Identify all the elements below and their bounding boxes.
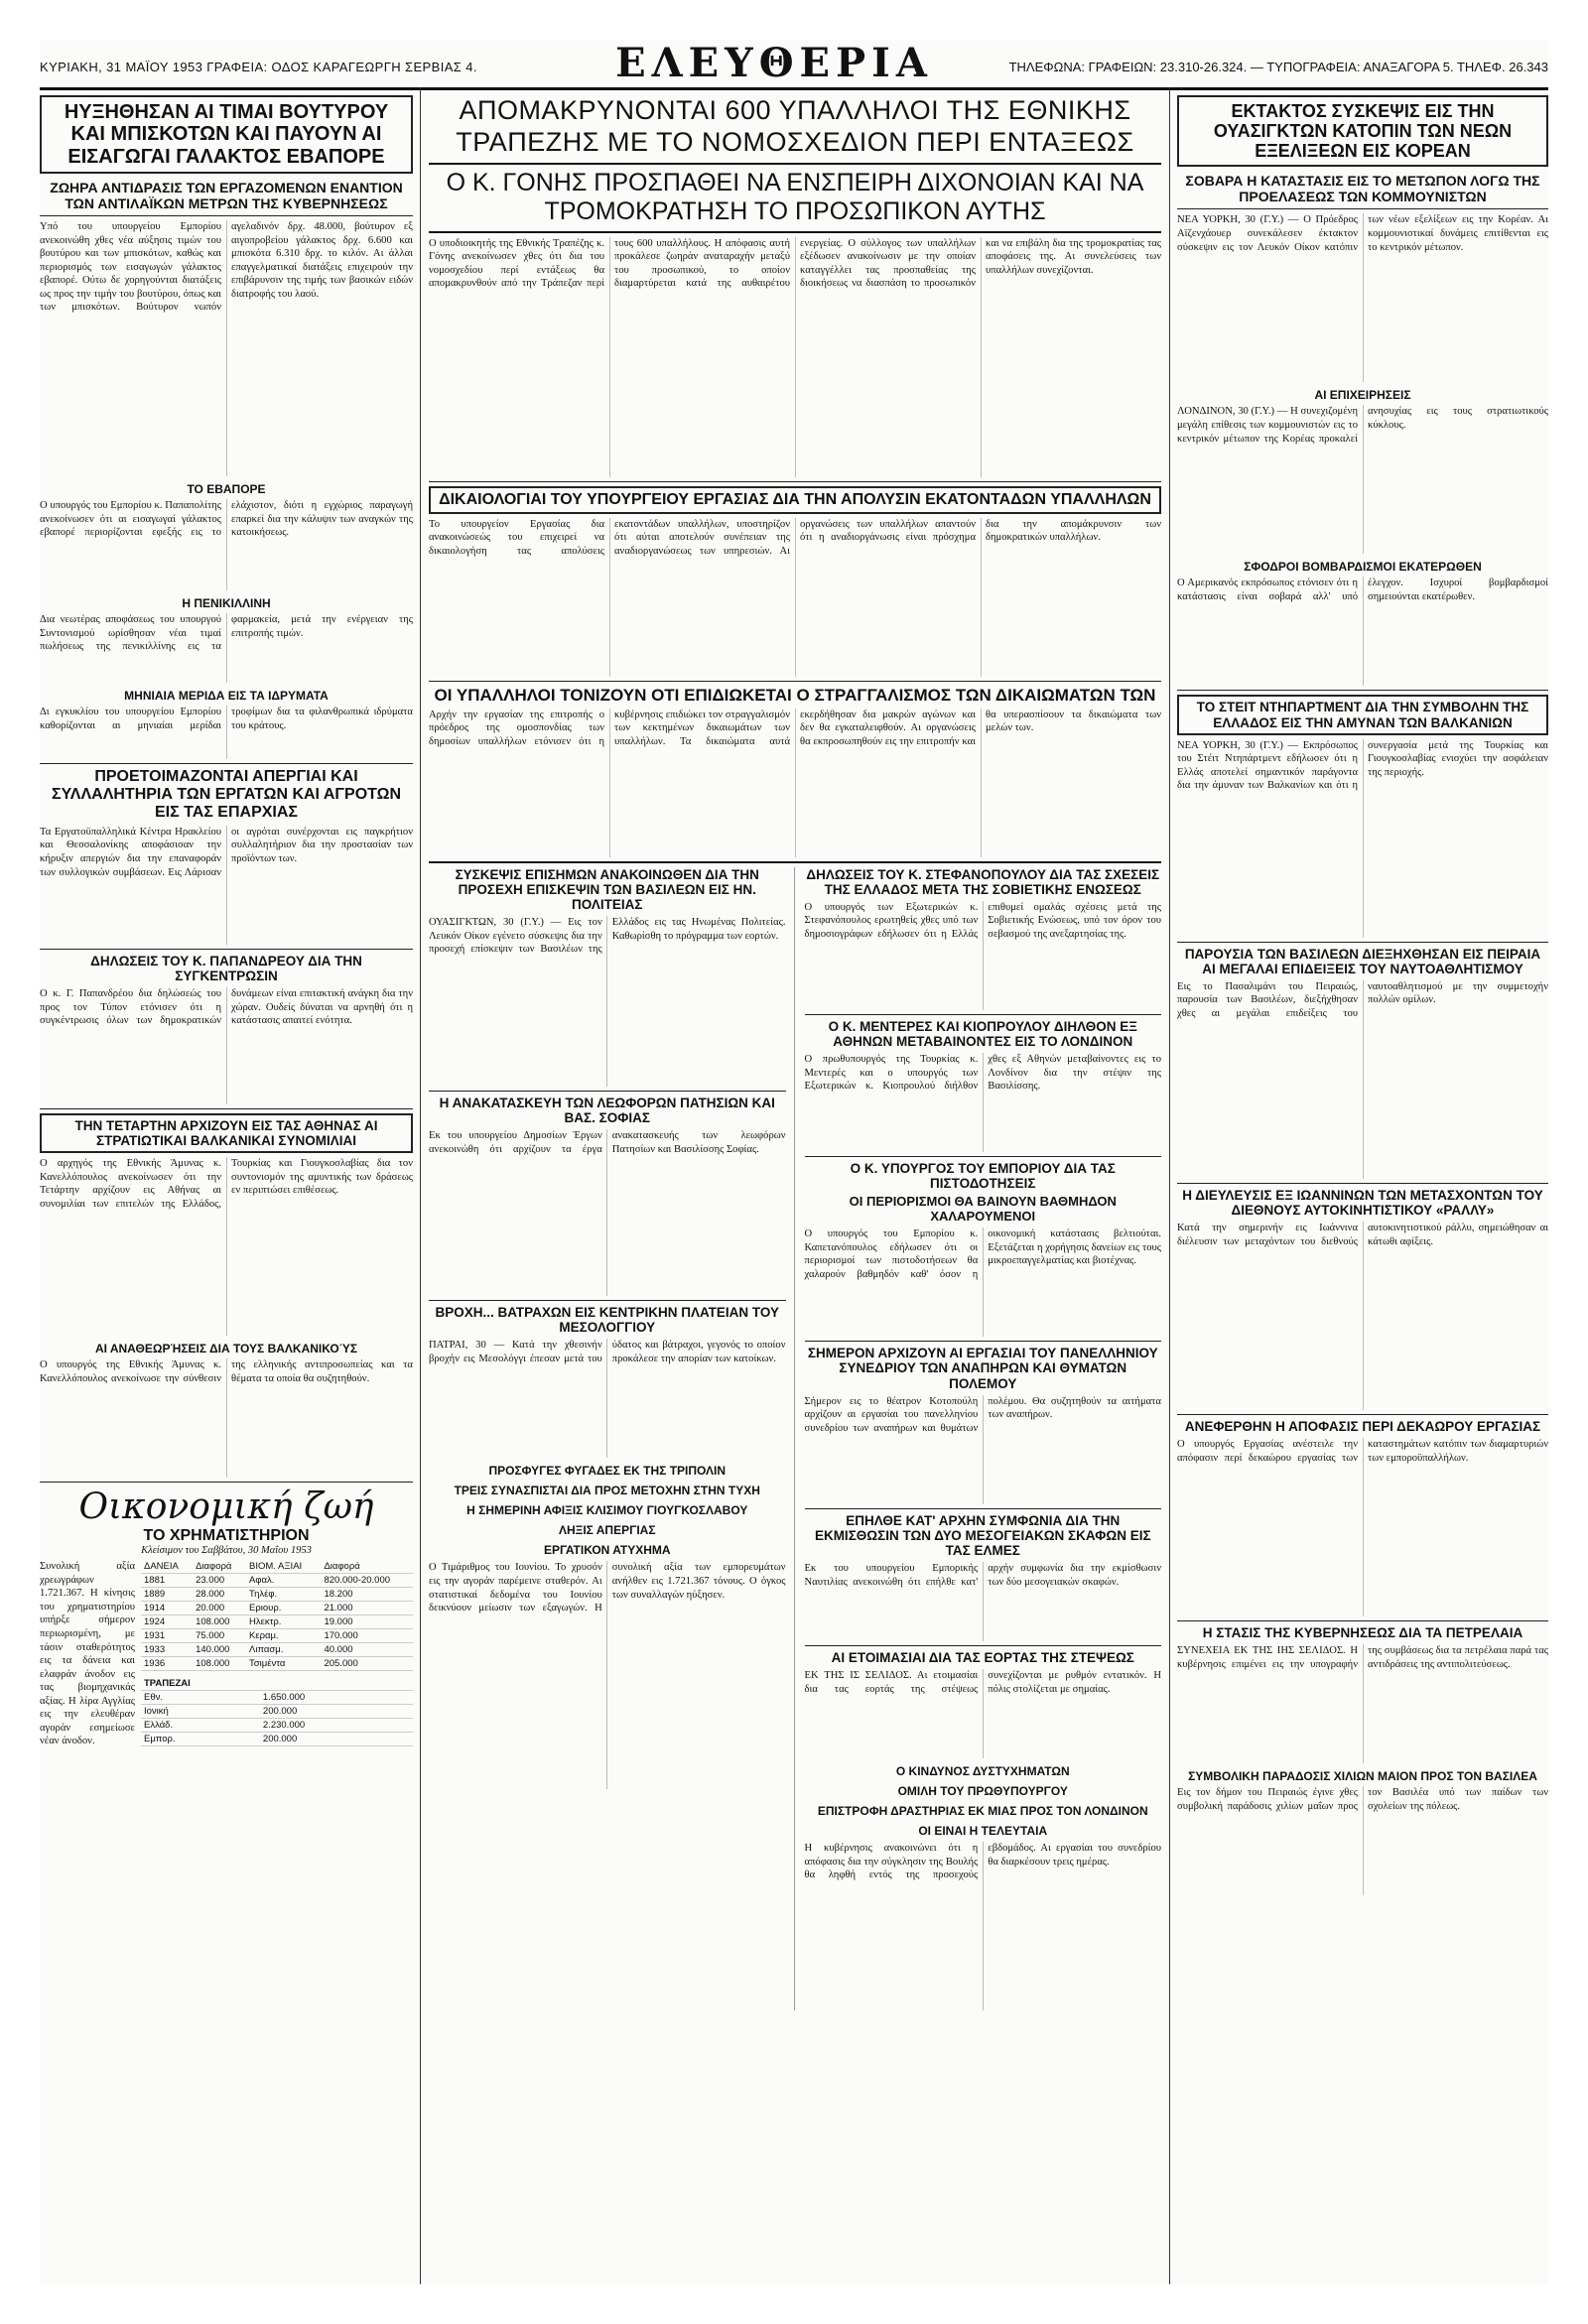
table-cell: 2.230.000: [260, 1719, 413, 1733]
table-row: [141, 1615, 413, 1629]
article-body: Υπό του υπουργείου Εμπορίου ανεκοινώθη χθες νέα αύξησις τιμών του βουτύρου και των μπισκότων, καθώς και περιορισμός των εισαγωγών γάλακτος εβαπορέ. Ούτω δε χορηγούνται διατάξεις ως προς την τιμήν του βουτύρου, όπως και των μπισκότων. Βούτυρον νωπόν αγελαδινόν δρχ. 48.000, βούτυρον εξ αιγοπροβείου γάλακτος δρχ. 6.600 και μπισκότα 6.310 δρχ. το κιλόν. Αι άλλαι επαγγελματικαί διατάξεις επιχειρούν την επιβάρυνσιν της τιμής των βασικών ειδών διατροφής του λαού.: [40, 221, 413, 314]
headline-vessels: ΕΠΗΛΘΕ ΚΑΤ' ΑΡΧΗΝ ΣΥΜΦΩΝΙΑ ΔΙΑ ΤΗΝ ΕΚΜΙΣΘΩΣΙΝ ΤΩΝ ΔΥΟ ΜΕΣΟΓΕΙΑΚΩΝ ΣΚΑΦΩΝ ΕΙΣ ΤΑΣ ΕΛΜΕΣ: [814, 1512, 1151, 1558]
column-rule: [420, 87, 421, 2284]
newspaper-title: ΕΛΕΥΘΕΡΙΑ: [615, 40, 933, 86]
section-heading: ΣΦΟΔΡΟΙ ΒΟΜΒΑΡΔΙΣΜΟΙ ΕΚΑΤΕΡΩΘΕΝ: [1244, 560, 1482, 575]
section-body: Ο υπουργός του Εμπορίου κ. Παπαπολίτης ανεκοίνωσεν ότι αι εισαγωγαί γάλακτος εβαπορέ περιορίζονται εφεξής εις το ελάχιστον, διότι η εγχώριος παραγωγή επαρκεί δια την κάλυψιν των αναγκών της κατοικήσεως.: [40, 500, 413, 539]
center-left-subcolumn: [429, 867, 795, 2010]
subhead-front: ΣΟΒΑΡΑ Η ΚΑΤΑΣΤΑΣΙΣ ΕΙΣ ΤΟ ΜΕΤΩΠΟΝ ΛΟΓΩ ΤΗΣ ΠΡΟΕΛΑΣΕΩΣ ΤΩΝ ΚΟΜΜΟΥΝΙΣΤΩΝ: [1185, 173, 1540, 205]
section-body: ΛΟΝΔΙΝΟΝ, 30 (Γ.Υ.) — Η συνεχιζομένη μεγάλη επίθεσις των κομμουνιστών εις το κεντρικόν μέτωπον της Κορέας προκαλεί ανησυχίας εις τους στρατιωτικούς κύκλους.: [1177, 406, 1548, 445]
article-body: Τα Εργατοϋπαλληλικά Κέντρα Ηρακλείου και Θεσσαλονίκης αποφάσισαν την κήρυξιν απεργιών δια την επαναφοράν των συλλογικών συμβάσεων. Εις Λάρισαν οι αγρόται συνέρχονται εις παγκρήτιον συλλαλητήριον δια την προστασίαν των προϊόντων των.: [40, 826, 413, 878]
masthead: [40, 40, 1548, 90]
headline-labor-ministry: ΔΙΚΑΙΟΛΟΓΙΑΙ ΤΟΥ ΥΠΟΥΡΓΕΙΟΥ ΕΡΓΑΣΙΑΣ ΔΙΑ ΤΗΝ ΑΠΟΛΥΣΙΝ ΕΚΑΤΟΝΤΑΔΩΝ ΥΠΑΛΛΗΛΩΝ: [429, 486, 1161, 514]
table-cell: 1933: [141, 1643, 193, 1657]
section-body: Εις τον δήμον του Πειραιώς έγινε χθες συμβολική παράδοσις χιλίων μαΐων προς τον Βασιλέα υπό των παίδων των σχολείων της πόλεως.: [1177, 1787, 1548, 1812]
stock-exchange-subtitle: Κλείσιμον του Σαββάτου, 30 Μαΐου 1953: [141, 1545, 312, 1557]
article-body: ΟΥΑΣΙΓΚΤΩΝ, 30 (Γ.Υ.) — Εις τον Λευκόν Οίκον εγένετο σύσκεψις δια την προσεχή επίσκεψιν των Βασιλέων της Ελλάδος εις τας Ηνωμένας Πολιτείας. Καθωρίσθη το πρόγραμμα των εορτών.: [429, 916, 786, 956]
table-cell: Ελλάδ.: [141, 1719, 260, 1733]
article-body: Ο υπουργός του Εμπορίου κ. Καπετανόπουλος εδήλωσεν ότι οι περιορισμοί των πιστοδοτήσεων θα χαλαρούν βαθμηδόν καθ' όσον η οικονομική κατάστασις βελτιούται. Εξετάζεται η χορήγησις δανείων εις τους μικροεπαγγελματίας και βιοτέχνας.: [804, 1228, 1161, 1280]
section-heading: Η ΠΕΝΙΚΙΛΛΙΝΗ: [182, 596, 271, 611]
article-body: Ο Τιμάριθμος του Ιουνίου. Το χρυσόν εις την αγοράν παρέμεινε σταθερόν. Αι στατιστικαί δεδομένα του Ιουνίου δεικνύουν μείωσιν των εξαγωγών. Η συνολική αξία των εμπορευμάτων ανήλθεν εις 1.721.367 τόνους. Ο όγκος των συναλλαγών ηύξησεν.: [429, 1562, 786, 1614]
table-header: Διαφορά: [321, 1560, 413, 1574]
table-row: [141, 1602, 413, 1615]
table-cell: 200.000: [260, 1733, 413, 1746]
headline-oil: Η ΣΤΑΣΙΣ ΤΗΣ ΚΥΒΕΡΝΗΣΕΩΣ ΔΙΑ ΤΑ ΠΕΤΡΕΛΑΙΑ: [1202, 1625, 1523, 1641]
table-header: ΒΙΟΜ. ΑΞΙΑΙ: [246, 1560, 321, 1574]
headline-papandreou: ΔΗΛΩΣΕΙΣ ΤΟΥ Κ. ΠΑΠΑΝΔΡΕΟΥ ΔΙΑ ΤΗΝ ΣΥΓΚΕΝΤΡΩΣΙΝ: [90, 953, 362, 983]
section-heading: ΤΡΕΙΣ ΣΥΝΑΣΠΙΣΤΑΙ ΔΙΑ ΠΡΟΣ ΜΕΤΟΧΗΝ ΣΤΗΝ ΤΥΧΗ: [454, 1484, 760, 1498]
stock-exchange-title: ΤΟ ΧΡΗΜΑΤΙΣΤΗΡΙΟΝ: [143, 1527, 310, 1545]
column-1: [40, 95, 413, 2284]
finance-title: Οικονομική ζωή: [78, 1486, 374, 1528]
table-cell: 21.000: [321, 1602, 413, 1615]
table-cell: 140.000: [193, 1643, 246, 1657]
headline-korea-meeting: ΕΚΤΑΚΤΟΣ ΣΥΣΚΕΨΙΣ ΕΙΣ ΤΗΝ ΟΥΑΣΙΓΚΤΩΝ ΚΑΤΟΠΙΝ ΤΩΝ ΝΕΩΝ ΕΞΕΛΙΞΕΩΝ ΕΙΣ ΚΟΡΕΑΝ: [1177, 95, 1548, 167]
subhead-restrictions: ΟΙ ΠΕΡΙΟΡΙΣΜΟΙ ΘΑ ΒΑΙΝΟΥΝ ΒΑΘΜΗΔΟΝ ΧΑΛΑΡΟΥΜΕΝΟΙ: [849, 1194, 1117, 1225]
table-cell: 1936: [141, 1657, 193, 1671]
section-heading: ΕΡΓΑΤΙΚΟΝ ΑΤΥΧΗΜΑ: [543, 1543, 671, 1558]
headline-employees: ΟΙ ΥΠΑΛΛΗΛΟΙ ΤΟΝΙΖΟΥΝ ΟΤΙ ΕΠΙΔΙΩΚΕΤΑΙ Ο ΣΤΡΑΓΓΑΛΙΣΜΟΣ ΤΩΝ ΔΙΚΑΙΩΜΑΤΩΝ ΤΩΝ: [434, 685, 1156, 705]
table-cell: 75.000: [193, 1629, 246, 1643]
article-body: Εις το Πασαλιμάνι του Πειραιώς, παρουσία των Βασιλέων, διεξήχθησαν χθες αι μεγάλαι επιδείξεις του ναυτοαθλητισμού με την συμμετοχήν πολλών ομίλων.: [1177, 980, 1548, 1019]
headline-coronation: ΑΙ ΕΤΟΙΜΑΣΙΑΙ ΔΙΑ ΤΑΣ ΕΟΡΤΑΣ ΤΗΣ ΣΤΕΨΕΩΣ: [831, 1649, 1134, 1665]
table-header-row: [141, 1677, 413, 1691]
column-rule: [1169, 87, 1170, 2284]
section-body: Ο υπουργός της Εθνικής Άμυνας κ. Κανελλόπουλος ανεκοίνωσε την σύνθεσιν της ελληνικής αντιπροσωπείας και τα θέματα τα οποία θα συζητηθούν.: [40, 1359, 413, 1384]
section-heading: ΑΙ ΑΝΑΘΕΩΡΉΣΕΙΣ ΔΙΑ ΤΟΥΣ ΒΑΛΚΑΝΙΚΟΎΣ: [94, 1342, 358, 1356]
section-heading: ΟΙ ΕΙΝΑΙ Η ΤΕΛΕΥΤΑΙΑ: [918, 1824, 1048, 1839]
subhead-reactions: ΖΩΗΡΑ ΑΝΤΙΔΡΑΣΙΣ ΤΩΝ ΕΡΓΑΖΟΜΕΝΩΝ ΕΝΑΝΤΙΟΝ ΤΩΝ ΑΝΤΙΛΑΪΚΩΝ ΜΕΤΡΩΝ ΤΗΣ ΚΥΒΕΡΝΗΣΕΩΣ: [50, 180, 403, 212]
masthead-date-address: ΚΥΡΙΑΚΗ, 31 ΜΑΪΟΥ 1953 ΓΡΑΦΕΙΑ: ΟΔΟΣ ΚΑΡΑΓΕΩΡΓΗ ΣΕΡΒΙΑΣ 4.: [40, 60, 477, 74]
headline-ten-hour-work: ΑΝΕΦΕΡΘΗΝ Η ΑΠΟΦΑΣΙΣ ΠΕΡΙ ΔΕΚΑΩΡΟΥ ΕΡΓΑΣΙΑΣ: [1184, 1419, 1541, 1435]
main-headline: ΑΠΟΜΑΚΡΥΝΟΝΤΑΙ 600 ΥΠΑΛΛΗΛΟΙ ΤΗΣ ΕΘΝΙΚΗΣ ΤΡΑΠΕΖΗΣ ΜΕ ΤΟ ΝΟΜΟΣΧΕΔΙΟΝ ΠΕΡΙ ΕΝΤΑΞΕΩΣ: [456, 95, 1134, 157]
stock-table: [141, 1560, 413, 1671]
headline-royal-visit: ΣΥΣΚΕΨΙΣ ΕΠΙΣΗΜΩΝ ΑΝΑΚΟΙΝΩΘΕΝ ΔΙΑ ΤΗΝ ΠΡΟΣΕΧΗ ΕΠΙΣΚΕΨΙΝ ΤΩΝ ΒΑΣΙΛΕΩΝ ΕΙΣ ΗΝ. ΠΟΛΙΤΕΙΑΣ: [455, 866, 759, 912]
table-cell: 1931: [141, 1629, 193, 1643]
article-body: Εκ του υπουργείου Εμπορικής Ναυτιλίας ανεκοινώθη ότι επήλθε κατ' αρχήν συμφωνία δια την εκμίσθωσιν των δύο μεσογειακών σκαφών.: [804, 1562, 1161, 1588]
table-row: [141, 1719, 413, 1733]
section-body: Δι εγκυκλίου του υπουργείου Εμπορίου καθορίζονται αι μηνιαίαι μερίδαι τροφίμων δια τα φιλανθρωπικά ιδρύματα του κράτους.: [40, 707, 413, 731]
table-cell: 1.650.000: [260, 1691, 413, 1705]
article-body: Εκ του υπουργείου Δημοσίων Έργων ανεκοινώθη ότι αρχίζουν τα έργα ανακατασκευής των λεωφόρων Πατησίων και Βασιλίσσης Σοφίας.: [429, 1130, 786, 1155]
section-heading: ΜΗΝΙΑΙΑ ΜΕΡΙΔΑ ΕΙΣ ΤΑ ΙΔΡΥΜΑΤΑ: [124, 689, 329, 704]
table-cell: Λιπασμ.: [246, 1643, 321, 1657]
table-header: Διαφορά: [193, 1560, 246, 1574]
headline-avenues: Η ΑΝΑΚΑΤΑΣΚΕΥΗ ΤΩΝ ΛΕΩΦΟΡΩΝ ΠΑΤΗΣΙΩΝ ΚΑΙ ΒΑΣ. ΣΟΦΙΑΣ: [439, 1095, 775, 1126]
table-cell: 1889: [141, 1588, 193, 1602]
headline-disabled-congress: ΣΗΜΕΡΟΝ ΑΡΧΙΖΟΥΝ ΑΙ ΕΡΓΑΣΙΑΙ ΤΟΥ ΠΑΝΕΛΛΗΝΙΟΥ ΣΥΝΕΔΡΙΟΥ ΤΩΝ ΑΝΑΠΗΡΩΝ ΚΑΙ ΘΥΜΑΤΩΝ ΠΟΛΕΜΟΥ: [807, 1346, 1158, 1391]
article-body: Η κυβέρνησις ανακοινώνει ότι η απόφασις δια την σύγκλησιν της Βουλής θα ληφθή εντός της προσεχούς εβδομάδος. Αι εργασίαι του συνεδρίου θα διαρκέσουν τρεις ημέρας.: [804, 1843, 1161, 1881]
section-heading: ΟΜΙΛΗ ΤΟΥ ΠΡΩΘΥΠΟΥΡΓΟΥ: [897, 1784, 1068, 1799]
table-cell: Εμπορ.: [141, 1733, 260, 1746]
table-cell: 28.000: [193, 1588, 246, 1602]
headline-strikes: ΠΡΟΕΤΟΙΜΑΖΟΝΤΑΙ ΑΠΕΡΓΙΑΙ ΚΑΙ ΣΥΛΛΑΛΗΤΗΡΙΑ ΤΩΝ ΕΡΓΑΤΩΝ ΚΑΙ ΑΓΡΟΤΩΝ ΕΙΣ ΤΑΣ ΕΠΑΡΧΙΑΣ: [51, 768, 402, 821]
table-row: [141, 1705, 413, 1719]
headline-stefanopoulos: ΔΗΛΩΣΕΙΣ ΤΟΥ Κ. ΣΤΕΦΑΝΟΠΟΥΛΟΥ ΔΙΑ ΤΑΣ ΣΧΕΣΕΙΣ ΤΗΣ ΕΛΛΑΔΟΣ ΜΕΤΑ ΤΗΣ ΣΟΒΙΕΤΙΚΗΣ ΕΝΩΣΕΩΣ: [806, 866, 1160, 897]
headline-frog-rain: ΒΡΟΧΗ... ΒΑΤΡΑΧΩΝ ΕΙΣ ΚΕΝΤΡΙΚΗΝ ΠΛΑΤΕΙΑΝ ΤΟΥ ΜΕΣΟΛΟΓΓΙΟΥ: [435, 1305, 780, 1336]
table-cell: 19.000: [321, 1615, 413, 1629]
article-body: Ο αρχηγός της Εθνικής Άμυνας κ. Κανελλόπουλος ανεκοίνωσεν ότι την Τετάρτην αρχίζουν εις Αθήνας αι συνομιλίαι των επιτελών της Ελλάδος, Τουρκίας και Γιουγκοσλαβίας δια τον συντονισμόν της αμυντικής των δράσεως εν περιπτώσει επιθέσεως.: [40, 1158, 413, 1210]
article-body: Ο υπουργός των Εξωτερικών κ. Στεφανόπουλος ερωτηθείς χθες υπό των δημοσιογράφων εδήλωσεν ότι η Ελλάς επιθυμεί ομαλάς σχέσεις μετά της Σοβιετικής Ενώσεως, υπό τον όρον του σεβασμού της ανεξαρτησίας της.: [804, 901, 1161, 940]
table-header-row: [141, 1560, 413, 1574]
table-cell: 18.200: [321, 1588, 413, 1602]
table-cell: 200.000: [260, 1705, 413, 1719]
finance-body: Συνολική αξία χρεωγράφων 1.721.367. Η κίνησις του χρηματιστηρίου υπήρξε σήμερον περιωρισμένη, με τάσιν σταθερότητος εις τα δάνεια και ελαφράν άνοδον εις τας βιομηχανικάς αξίας. Η λίρα Αγγλίας εις την ελευθέραν αγοράν εσημείωσε νέαν άνοδον.: [40, 1561, 135, 1747]
headline-butter-prices: ΗΥΞΗΘΗΣΑΝ ΑΙ ΤΙΜΑΙ ΒΟΥΤΥΡΟΥ ΚΑΙ ΜΠΙΣΚΟΤΩΝ ΚΑΙ ΠΑΥΟΥΝ ΑΙ ΕΙΣΑΓΩΓΑΙ ΓΑΛΑΚΤΟΣ ΕΒΑΠΟΡΕ: [40, 95, 413, 174]
section-heading: ΛΗΞΙΣ ΑΠΕΡΓΙΑΣ: [558, 1523, 656, 1538]
headline-state-department: ΤΟ ΣΤΕΙΤ ΝΤΗΠΑΡΤΜΕΝΤ ΔΙΑ ΤΗΝ ΣΥΜΒΟΛΗΝ ΤΗΣ ΕΛΛΑΔΟΣ ΕΙΣ ΤΗΝ ΑΜΥΝΑΝ ΤΩΝ ΒΑΛΚΑΝΙΩΝ: [1177, 695, 1548, 734]
section-heading: Ο ΚΙΝΔΥΝΟΣ ΔΥΣΤΥΧΗΜΑΤΩΝ: [895, 1764, 1070, 1779]
table-cell: Εθν.: [141, 1691, 260, 1705]
table-cell: 23.000: [193, 1574, 246, 1588]
article-body: Ο κ. Γ. Παπανδρέου δια δηλώσεώς του προς τον Τύπον ετόνισεν ότι η συγκέντρωσις όλων των δημοκρατικών δυνάμεων είναι επιτακτική ανάγκη δια την χώραν. Ουδείς δύναται να αρνηθή ότι η κατάστασις απαιτεί ενότητα.: [40, 988, 413, 1027]
main-article-body: Ο υποδιοικητής της Εθνικής Τραπέζης κ. Γόνης ανεκοίνωσεν χθες ότι δια του νομοσχεδίου περί εντάξεως θα απομακρυνθούν από την Τράπεζαν περί τους 600 υπαλλήλους. Η απόφασις αυτή προκάλεσε ζωηράν αναταραχήν μεταξύ του προσωπικού, το οποίον διαμαρτύρεται κατά της αυθαιρέτου ενεργείας. Ο σύλλογος των υπαλλήλων εξέδωσεν ανακοίνωσιν με την οποίαν καταγγέλλει τας προσπαθείας της διοικήσεως να διασπάση το προσωπικόν και να επιβάλη δια της τρομοκρατίας τας αποφάσεις της. Αι συνελεύσεις των υπαλλήλων συνεχίζονται.: [429, 237, 1161, 290]
table-row: [141, 1691, 413, 1705]
section-body: Ο Αμερικανός εκπρόσωπος ετόνισεν ότι η κατάστασις είναι σοβαρά αλλ' υπό έλεγχον. Ισχυροί βομβαρδισμοί σημειούνται εκατέρωθεν.: [1177, 578, 1548, 603]
table-cell: 820.000-20.000: [321, 1574, 413, 1588]
table-cell: Αφαλ.: [246, 1574, 321, 1588]
newspaper-page: [40, 40, 1548, 2284]
headline-menderes: Ο Κ. ΜΕΝΤΕΡΕΣ ΚΑΙ ΚΙΟΠΡΟΥΛΟΥ ΔΙΗΛΘΟΝ ΕΞ ΑΘΗΝΩΝ ΜΕΤΑΒΑΙΝΟΝΤΕΣ ΕΙΣ ΤΟ ΛΟΝΔΙΝΟΝ: [828, 1018, 1137, 1049]
article-body: Αρχήν την εργασίαν της επιτροπής ο πρόεδρος της ομοσπονδίας των δημοσίων υπαλλήλων ετόνισεν ότι η κυβέρνησις επιδιώκει τον στραγγαλισμόν των κεκτημένων δικαιωμάτων των υπαλλήλων. Τα δικαιώματα αυτά εκερδήθησαν δια μακρών αγώνων και δεν θα εγκαταλειφθούν. Αι οργανώσεις θα εκπροσωπηθούν εις την επιτροπήν και θα υπερασπίσουν τα δικαιώματα των μελών των.: [429, 709, 1161, 747]
table-row: [141, 1733, 413, 1746]
column-4: [1177, 95, 1548, 2284]
headline-balkan-talks: ΤΗΝ ΤΕΤΑΡΤΗΝ ΑΡΧΙΖΟΥΝ ΕΙΣ ΤΑΣ ΑΘΗΝΑΣ ΑΙ ΣΤΡΑΤΙΩΤΙΚΑΙ ΒΑΛΚΑΝΙΚΑΙ ΣΥΝΟΜΙΛΙΑΙ: [40, 1113, 413, 1153]
table-cell: 1914: [141, 1602, 193, 1615]
headline-naval-sports: ΠΑΡΟΥΣΙΑ ΤΩΝ ΒΑΣΙΛΕΩΝ ΔΙΕΞΗΧΘΗΣΑΝ ΕΙΣ ΠΕΙΡΑΙΑ ΑΙ ΜΕΓΑΛΑΙ ΕΠΙΔΕΙΞΕΙΣ ΤΟΥ ΝΑΥΤΟΑΘΛΗΤΙΣΜΟΥ: [1184, 946, 1541, 976]
headline-rally: Η ΔΙΕΥΛΕΥΣΙΣ ΕΞ ΙΩΑΝΝΙΝΩΝ ΤΩΝ ΜΕΤΑΣΧΟΝΤΩΝ ΤΟΥ ΔΙΕΘΝΟΥΣ ΑΥΤΟΚΙΝΗΤΙΣΤΙΚΟΥ «ΡΑΛΛΥ»: [1182, 1187, 1543, 1219]
table-cell: 20.000: [193, 1602, 246, 1615]
headline-commerce-minister: Ο Κ. ΥΠΟΥΡΓΟΣ ΤΟΥ ΕΜΠΟΡΙΟΥ ΔΙΑ ΤΑΣ ΠΙΣΤΟΔΟΤΗΣΕΙΣ: [850, 1161, 1116, 1192]
section-heading: ΕΠΙΣΤΡΟΦΗ ΔΡΑΣΤΗΡΙΑΣ ΕΚ ΜΙΑΣ ΠΡΟΣ ΤΟΝ ΛΟΝΔΙΝΟΝ: [817, 1804, 1148, 1819]
table-cell: 1881: [141, 1574, 193, 1588]
section-heading: ΣΥΜΒΟΛΙΚΗ ΠΑΡΑΔΟΣΙΣ ΧΙΛΙΩΝ ΜΑΙΟΝ ΠΡΟΣ ΤΟΝ ΒΑΣΙΛΕΑ: [1188, 1769, 1537, 1784]
table-cell: 1924: [141, 1615, 193, 1629]
masthead-phones: ΤΗΛΕΦΩΝΑ: ΓΡΑΦΕΙΩΝ: 23.310-26.324. — ΤΥΠΟΓΡΑΦΕΙΑ: ΑΝΑΞΑΓΟΡΑ 5. ΤΗΛΕΦ. 26.343: [1008, 60, 1548, 74]
table-row: [141, 1588, 413, 1602]
table-cell: 40.000: [321, 1643, 413, 1657]
section-body: Δια νεωτέρας αποφάσεως του υπουργού Συντονισμού ωρίσθησαν νέαι τιμαί πωλήσεως της πενικιλλίνης εις τα φαρμακεία, μετά την ενέργειαν της επιτροπής τιμών.: [40, 614, 413, 653]
center-columns: [429, 95, 1161, 2284]
table-cell: Τσιμέντα: [246, 1657, 321, 1671]
table-cell: Τηλέφ.: [246, 1588, 321, 1602]
main-subheadline: Ο Κ. ΓΟΝΗΣ ΠΡΟΣΠΑΘΕΙ ΝΑ ΕΝΣΠΕΙΡΗ ΔΙΧΟΝΟΙΑΝ ΚΑΙ ΝΑ ΤΡΟΜΟΚΡΑΤΗΣΗ ΤΟ ΠΡΟΣΩΠΙΚΟΝ ΑΥΤΗΣ: [446, 168, 1144, 226]
table-row: [141, 1643, 413, 1657]
center-right-subcolumn: [805, 867, 1162, 2010]
section-heading: ΑΙ ΕΠΙΧΕΙΡΗΣΕΙΣ: [1314, 388, 1411, 403]
article-body: ΕΚ ΤΗΣ ΙΣ ΣΕΛΙΔΟΣ. Αι ετοιμασίαι δια τας εορτάς της στέψεως συνεχίζονται με ρυθμόν εντατικόν. Η πόλις στολίζεται με σημαίας.: [804, 1670, 1161, 1695]
table-row: [141, 1574, 413, 1588]
table-header: ΤΡΑΠΕΖΑΙ: [141, 1677, 413, 1691]
table-cell: 108.000: [193, 1615, 246, 1629]
table-cell: Ιονική: [141, 1705, 260, 1719]
table-cell: 108.000: [193, 1657, 246, 1671]
table-row: [141, 1629, 413, 1643]
table-cell: 205.000: [321, 1657, 413, 1671]
table-header: ΔΑΝΕΙΑ: [141, 1560, 193, 1574]
bank-table: [141, 1677, 413, 1746]
article-body: Κατά την σημερινήν εις Ιωάννινα διέλευσιν των μεταχόντων του διεθνούς αυτοκινητιστικού ράλλυ, σημειώθησαν αι κάτωθι αφίξεις.: [1177, 1223, 1548, 1247]
article-body: ΝΕΑ ΥΟΡΚΗ, 30 (Γ.Υ.) — Ο Πρόεδρος Αϊζενχάουερ συνεκάλεσεν έκτακτον σύσκεψιν εις τον Λευκόν Οίκον κατόπιν των νέων εξελίξεων εις την Κορέαν. Αι κομμουνιστικαί δυνάμεις επιτίθενται εις το κεντρικόν μέτωπον.: [1177, 214, 1548, 253]
section-heading: Η ΣΗΜΕΡΙΝΗ ΑΦΙΞΙΣ ΚΛΙΣΙΜΟΥ ΓΙΟΥΓΚΟΣΛΑΒΟΥ: [466, 1503, 748, 1518]
article-body: Ο υπουργός Εργασίας ανέστειλε την απόφασιν περί δεκαώρου εργασίας των καταστημάτων κατόπιν των διαμαρτυριών των εμποροϋπαλλήλων.: [1177, 1439, 1548, 1464]
table-row: [141, 1657, 413, 1671]
article-body: ΠΑΤΡΑΙ, 30 — Κατά την χθεσινήν βροχήν εις Μεσολόγγι έπεσαν μετά του ύδατος και βάτραχοι, γεγονός το οποίον προκάλεσε την απορίαν των κατοίκων.: [429, 1340, 786, 1364]
article-body: ΣΥΝΕΧΕΙΑ ΕΚ ΤΗΣ ΙΗΣ ΣΕΛΙΔΟΣ. Η κυβέρνησις επιμένει εις την υπογραφήν της συμβάσεως δια τα πετρέλαια παρά τας αντιδράσεις της αντιπολιτεύσεως.: [1177, 1645, 1548, 1670]
table-cell: Εριουρ.: [246, 1602, 321, 1615]
article-body: Το υπουργείον Εργασίας δια ανακοινώσεώς του επιχειρεί να δικαιολογήση τας απολύσεις εκατοντάδων υπαλλήλων, υποστηρίζον ότι αύται αποτελούν συνέπειαν της αναδιοργανώσεως των υπηρεσιών. Αι οργανώσεις των υπαλλήλων απαντούν ότι η αναδιοργάνωσις είναι πρόσχημα δια την απομάκρυνσιν των δημοκρατικών υπαλλήλων.: [429, 518, 1161, 557]
table-cell: 170.000: [321, 1629, 413, 1643]
article-body: ΝΕΑ ΥΟΡΚΗ, 30 (Γ.Υ.) — Εκπρόσωπος του Στέιτ Ντηπάρτμεντ εδήλωσεν ότι η Ελλάς αποτελεί σημαντικόν παράγοντα δια την άμυναν των Βαλκανίων και ότι η συνεργασία μετά της Τουρκίας και Γιουγκοσλαβίας ενισχύει την ασφάλειαν της περιοχής.: [1177, 739, 1548, 792]
article-body: Σήμερον εις το θέατρον Κοτοπούλη αρχίζουν αι εργασίαι του πανελληνίου συνεδρίου των αναπήρων και θυμάτων πολέμου. Θα συζητηθούν τα αιτήματα των αναπήρων.: [804, 1395, 1161, 1434]
table-cell: Ηλεκτρ.: [246, 1615, 321, 1629]
section-heading: ΤΟ ΕΒΑΠΟΡΕ: [187, 482, 266, 497]
article-body: Ο πρωθυπουργός της Τουρκίας κ. Μεντερές και ο υπουργός των Εξωτερικών κ. Κιοπρουλού διήλθον χθες εξ Αθηνών μεταβαίνοντες εις το Λονδίνον δια την στέψιν της Βασιλίσσης.: [804, 1054, 1161, 1093]
table-cell: Κεραμ.: [246, 1629, 321, 1643]
section-heading: ΠΡΟΣΦΥΓΕΣ ΦΥΓΑΔΕΣ ΕΚ ΤΗΣ ΤΡΙΠΟΛΙΝ: [488, 1464, 727, 1479]
